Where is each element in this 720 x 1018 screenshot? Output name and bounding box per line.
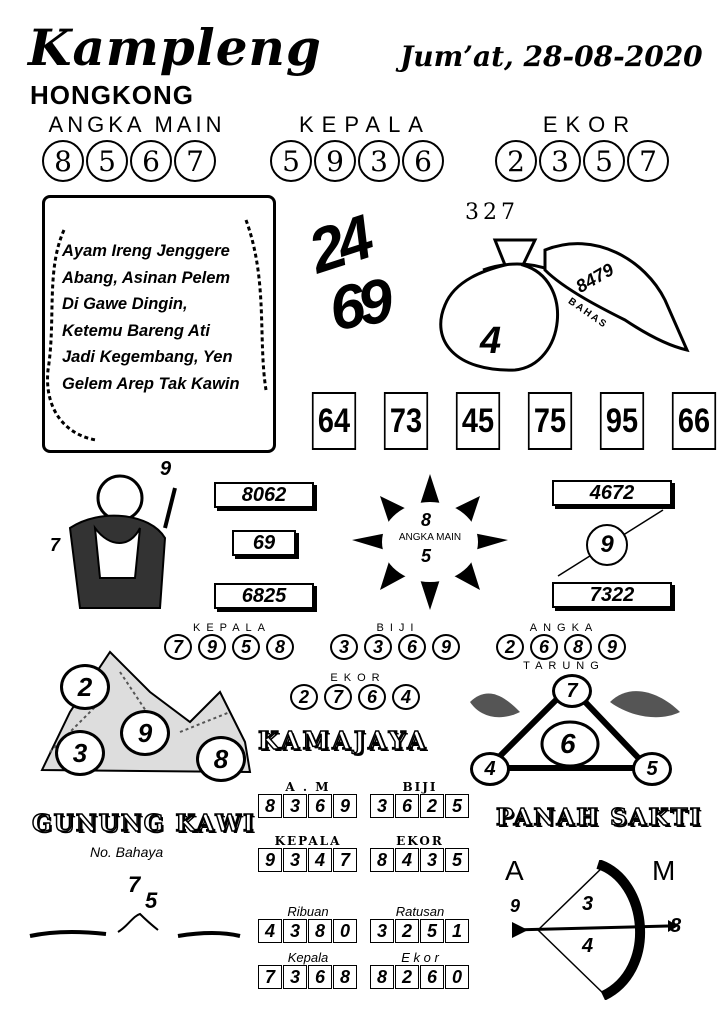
digit-cell: 1 <box>445 919 469 943</box>
digit-circle: 4 <box>392 684 420 710</box>
digit-cell: 6 <box>308 794 332 818</box>
digit-cell: 4 <box>308 848 332 872</box>
money-bag-icon <box>425 220 695 380</box>
digit-circle: 2 <box>496 634 524 660</box>
digit-circle: 2 <box>495 140 537 182</box>
table-ratusan <box>370 904 470 943</box>
panah-a-label: A <box>505 855 524 886</box>
table-kepala-2 <box>258 950 358 989</box>
digit-circle: 6 <box>398 634 426 660</box>
table-label: Ribuan <box>287 904 329 919</box>
digit-cell: 6 <box>308 965 332 989</box>
digit-cell: 8 <box>333 965 357 989</box>
poem-line: Abang, Asinan Pelem <box>62 268 231 287</box>
market-subtitle: HONGKONG <box>30 80 194 110</box>
digit-cell: 5 <box>445 848 469 872</box>
mid-biji-label: BIJI <box>376 622 420 634</box>
hills-line-decoration <box>28 910 244 942</box>
digit-circle: 6 <box>402 140 444 182</box>
digit-cell: 9 <box>333 794 357 818</box>
angka-main-label: ANGKA MAIN <box>48 112 226 137</box>
ekor-label: EKOR <box>542 112 638 137</box>
digit-cell: 7 <box>258 965 282 989</box>
ekor-row-group <box>284 672 432 710</box>
digit-circle: 5 <box>270 140 312 182</box>
digit-circle: 3 <box>539 140 581 182</box>
digit-cell: 5 <box>445 794 469 818</box>
digit-cell: 5 <box>420 919 444 943</box>
digit-cell: 6 <box>420 965 444 989</box>
table-label: Ratusan <box>395 904 445 919</box>
star-bottom-number: 5 <box>421 546 432 566</box>
digit-cell: 2 <box>395 919 419 943</box>
kepala-label: KEPALA <box>299 112 431 137</box>
digit-circle: 3 <box>330 634 358 660</box>
triangle-right-number: 5 <box>632 752 672 786</box>
left-box-middle: 69 <box>232 530 296 556</box>
bahaya-number-2: 5 <box>145 888 158 913</box>
digit-cell: 3 <box>283 794 307 818</box>
table-label: EKOR <box>396 834 444 848</box>
table-label: KEPALA <box>274 834 342 848</box>
bahaya-number-1: 7 <box>128 872 141 897</box>
digit-circle: 9 <box>432 634 460 660</box>
digit-cell: 3 <box>370 794 394 818</box>
scribble-numbers <box>300 203 410 360</box>
digit-circle: 7 <box>324 684 352 710</box>
poem-line: Ayam Ireng Jenggere <box>62 242 230 260</box>
panah-lower-number: 4 <box>582 935 594 957</box>
scribble-line-2: 69 <box>324 266 393 345</box>
digit-circle: 8 <box>564 634 592 660</box>
bag-top-number: 327 <box>465 200 519 225</box>
poem-line: Jadi Kegembang, Yen <box>62 348 233 366</box>
bag-tag-word: BAHAS <box>565 295 610 332</box>
bag-center-number: 4 <box>480 320 502 362</box>
table-am <box>258 780 358 818</box>
mid-tarung-label: TARUNG <box>523 660 605 672</box>
figure-side-number: 7 <box>50 535 61 555</box>
digit-circle: 6 <box>530 634 558 660</box>
poem-line: Ketemu Bareng Ati <box>62 321 210 340</box>
table-ribuan <box>258 904 358 943</box>
panah-left-number: 9 <box>510 896 521 916</box>
digit-circle: 6 <box>130 140 172 182</box>
digit-circle: 5 <box>86 140 128 182</box>
bag-tag-number: 8479 <box>572 259 618 297</box>
table-label: Kepala <box>287 950 329 965</box>
digit-circle: 9 <box>314 140 356 182</box>
kamajaya-title: KAMAJAYA <box>258 726 429 755</box>
bow-arrow-icon <box>508 860 678 1000</box>
pair-box: 73 <box>384 392 428 450</box>
digit-cell: 8 <box>308 919 332 943</box>
ekor-row-label: EKOR <box>330 672 386 684</box>
mountain-circle: 8 <box>196 736 246 782</box>
digit-cell: 8 <box>258 794 282 818</box>
pair-box: 75 <box>528 392 572 450</box>
digit-cell: 3 <box>370 919 394 943</box>
digit-cell: 8 <box>370 848 394 872</box>
pair-numbers-row <box>308 392 720 450</box>
mountain-circle: 2 <box>60 664 110 710</box>
table-label: BIJI <box>402 780 438 794</box>
digit-cell: 8 <box>370 965 394 989</box>
digit-circle: 3 <box>358 140 400 182</box>
table-ekor-2 <box>370 950 470 989</box>
digit-circle: 3 <box>364 634 392 660</box>
star-top-number: 8 <box>421 510 432 530</box>
table-ekor <box>370 834 470 872</box>
digit-circle: 8 <box>266 634 294 660</box>
digit-circle: 9 <box>198 634 226 660</box>
digit-cell: 2 <box>395 965 419 989</box>
left-box-top: 8062 <box>214 482 314 508</box>
left-box-bottom: 6825 <box>214 583 314 609</box>
triangle-center-number: 6 <box>560 728 576 759</box>
mid-biji-group <box>324 622 472 660</box>
scribble-line-1: 24 <box>300 203 377 288</box>
table-label: E k o r <box>401 950 439 965</box>
panah-sakti-title: PANAH SAKTI <box>496 804 703 831</box>
digit-circle: 6 <box>358 684 386 710</box>
ekor-group <box>495 112 685 182</box>
right-box-top: 4672 <box>552 480 672 506</box>
panah-upper-number: 3 <box>582 893 594 915</box>
date-label: Jum’at, 28-08-2020 <box>400 40 703 73</box>
digit-circle: 8 <box>42 140 84 182</box>
digit-cell: 9 <box>258 848 282 872</box>
mountain-circle: 9 <box>120 710 170 756</box>
pair-box: 66 <box>672 392 716 450</box>
mountain-circle: 3 <box>55 730 105 776</box>
digit-cell: 3 <box>283 919 307 943</box>
digit-circle: 9 <box>598 634 626 660</box>
pair-box: 45 <box>456 392 500 450</box>
digit-circle: 7 <box>627 140 669 182</box>
digit-cell: 0 <box>333 919 357 943</box>
pair-box: 64 <box>312 392 356 450</box>
triangle-top-number: 7 <box>552 674 592 708</box>
digit-cell: 0 <box>445 965 469 989</box>
gunung-kawi-title: GUNUNG KAWI <box>32 810 256 837</box>
table-biji <box>370 780 470 818</box>
triangle-left-number: 4 <box>470 752 510 786</box>
angka-main-group <box>42 112 232 182</box>
digit-cell: 6 <box>395 794 419 818</box>
panah-right-number: 8 <box>670 915 682 937</box>
old-man-figure-icon <box>40 468 180 618</box>
brand-title: Kampleng <box>28 18 322 77</box>
digit-cell: 4 <box>395 848 419 872</box>
digit-circle: 5 <box>583 140 625 182</box>
digit-cell: 7 <box>333 848 357 872</box>
digit-circle: 5 <box>232 634 260 660</box>
pair-box: 95 <box>600 392 644 450</box>
mid-angka-group <box>490 622 638 672</box>
digit-cell: 2 <box>420 794 444 818</box>
digit-circle: 2 <box>290 684 318 710</box>
digit-circle: 7 <box>174 140 216 182</box>
right-circle-number: 9 <box>586 524 628 566</box>
right-box-bottom: 7322 <box>552 582 672 608</box>
digit-circle: 7 <box>164 634 192 660</box>
table-label: A . M <box>285 780 331 794</box>
kepala-group <box>270 112 460 182</box>
star-label: ANGKA MAIN <box>398 532 462 543</box>
digit-cell: 3 <box>283 848 307 872</box>
table-kepala <box>258 834 358 872</box>
digit-cell: 3 <box>420 848 444 872</box>
poem-text <box>62 238 240 397</box>
mid-kepala-label: KEPALA <box>193 622 271 634</box>
digit-cell: 4 <box>258 919 282 943</box>
poem-line: Gelem Arep Tak Kawin <box>62 374 240 393</box>
no-bahaya-label: No. Bahaya <box>90 844 164 860</box>
figure-top-number: 9 <box>160 458 172 480</box>
poem-line: Di Gawe Dingin, <box>62 295 188 313</box>
panah-m-label: M <box>652 855 676 886</box>
mid-angka-label: ANGKA <box>529 622 599 634</box>
digit-cell: 3 <box>283 965 307 989</box>
